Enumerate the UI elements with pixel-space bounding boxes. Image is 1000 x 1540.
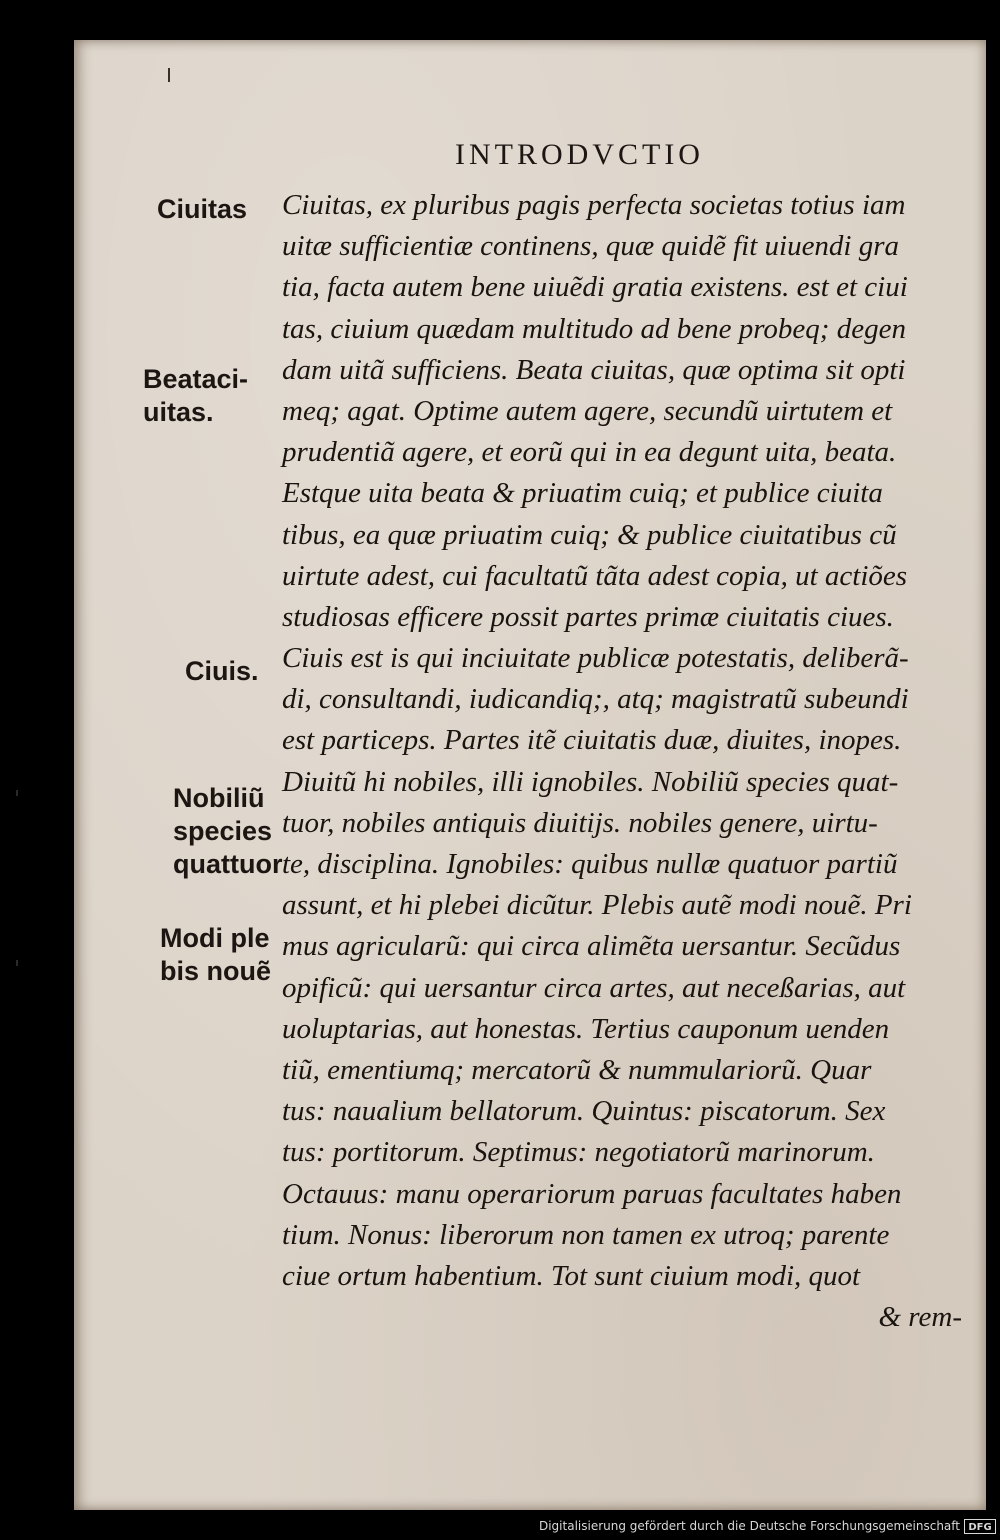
- body-line: Diuitũ hi nobiles, illi ignobiles. Nobiliũ species quat-: [282, 765, 899, 798]
- margin-note-ciuitas: [157, 193, 247, 226]
- body-line: uitæ sufficientiæ continens, quæ quidẽ fit uiuendi gra: [282, 230, 900, 263]
- margin-note-line: Modi ple: [160, 923, 270, 953]
- body-line: tibus, ea quæ priuatim cuiq; & publice ciuitatibus cũ: [282, 518, 897, 551]
- catchword: & rem-: [878, 1301, 962, 1334]
- body-line: ciue ortum habentium. Tot sunt ciuium modi, quot: [282, 1259, 861, 1292]
- margin-note-line: bis nouẽ: [160, 956, 272, 986]
- body-line: est particeps. Partes itẽ ciuitatis duæ, diuites, inopes.: [282, 724, 902, 757]
- margin-note-line: Beataci-: [143, 364, 249, 394]
- body-line: meq; agat. Optime autem agere, secundũ uirtutem et: [282, 394, 893, 427]
- scan-edge-mark: [16, 960, 18, 966]
- margin-note-line: Nobiliũ: [173, 783, 265, 813]
- running-head: INTRODVCTIO: [455, 138, 704, 171]
- body-line: di, consultandi, iudicandiq;, atq; magistratũ subeundi: [282, 683, 909, 716]
- body-line: tium. Nonus: liberorum non tamen ex utroq; parente: [282, 1218, 890, 1251]
- body-line: te, disciplina. Ignobiles: quibus nullæ quatuor partiũ: [282, 848, 898, 880]
- body-line: tuor, nobiles antiquis diuitijs. nobiles genere, uirtu-: [282, 806, 878, 839]
- body-line: prudentiã agere, et eorũ qui in ea degunt uita, beata.: [282, 436, 897, 469]
- body-line: assunt, et hi plebei dicũtur. Plebis autẽ modi nouẽ. Pri: [282, 889, 912, 922]
- margin-note-beata-ciuitas: [143, 363, 248, 429]
- body-line: studiosas efficere possit partes primæ ciuitatis ciues.: [282, 600, 894, 633]
- body-line: Ciuis est is qui inciuitate publicæ potestatis, deliberã-: [282, 642, 909, 675]
- scan-edge-mark: [16, 790, 18, 796]
- body-line: tia, facta autem bene uiuẽdi gratia existens. est et ciui: [282, 271, 908, 304]
- body-line: tas, ciuium quædam multitudo ad bene probeq; degen: [282, 312, 906, 345]
- body-line: Ciuitas, ex pluribus pagis perfecta societas totius iam: [282, 189, 906, 221]
- body-line: Octauus: manu operariorum paruas facultates haben: [282, 1177, 902, 1210]
- body-line: uoluptarias, aut honestas. Tertius cauponum uenden: [282, 1012, 890, 1045]
- margin-note-modi-plebis: [160, 922, 271, 988]
- body-line: Estque uita beata & priuatim cuiq; et publice ciuita: [282, 477, 883, 510]
- dfg-logo: DFG: [964, 1519, 996, 1534]
- margin-note-line: species: [173, 816, 273, 846]
- margin-note-nobilium: [173, 782, 282, 881]
- body-line: opificũ: qui uersantur circa artes, aut neceßarias, aut: [282, 971, 906, 1004]
- digitization-credit: Digitalisierung gefördert durch die Deutsche Forschungsgemeinschaft: [538, 1519, 960, 1533]
- body-text: [282, 185, 982, 1338]
- margin-note-ciuis: [185, 655, 259, 688]
- margin-note-line: Ciuis.: [185, 656, 259, 686]
- body-line: tus: portitorum. Septimus: negotiatorũ marinorum.: [282, 1136, 875, 1169]
- body-line: mus agricularũ: qui circa alimẽta uersantur. Secũdus: [282, 930, 901, 963]
- body-line: dam uitã sufficiens. Beata ciuitas, quæ optima sit opti: [282, 353, 906, 386]
- margin-note-line: uitas.: [143, 397, 214, 427]
- body-line: tus: naualium bellatorum. Quintus: piscatorum. Sex: [282, 1095, 886, 1128]
- gutter-mark: [168, 68, 170, 82]
- body-line: uirtute adest, cui facultatũ tãta adest copia, ut actiões: [282, 559, 908, 592]
- margin-note-line: Ciuitas: [157, 194, 248, 224]
- margin-note-line: quattuor: [173, 849, 283, 879]
- footer-bar: [0, 1516, 1000, 1540]
- body-line: tiũ, ementiumq; mercatorũ & nummulariorũ. Quar: [282, 1053, 872, 1086]
